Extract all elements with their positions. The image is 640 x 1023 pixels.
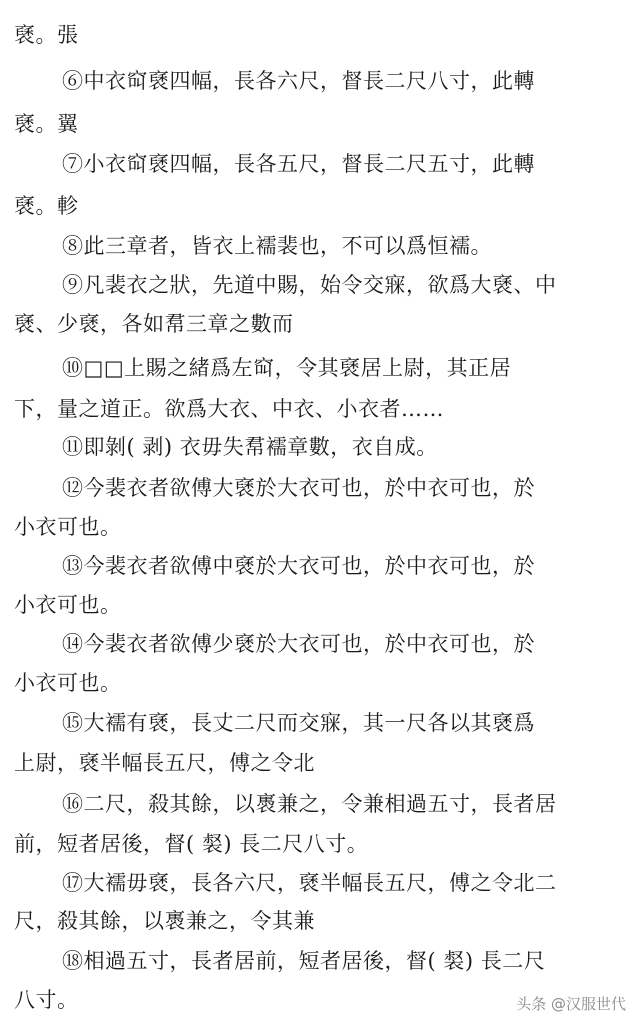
text-line: ⑨凡裴衣之狀，先道中賜，始令交㝥，欲爲大褎、中 — [62, 273, 557, 297]
text-line: ⑭今裴衣者欲傅少褎於大衣可也，於中衣可也，於 — [62, 632, 535, 656]
text-line: ⑩□□上賜之緒爲左䆗，令其褎居上尉，其正居 — [62, 356, 512, 380]
text-line: 褎。翼 — [14, 112, 79, 136]
text-line: ⑰大襦毋褎，長各六尺，褎半幅長五尺，傅之令北二 — [62, 871, 557, 895]
text-line: ⑯二尺，殺其餘，以褭兼之，令兼相過五寸，長者居 — [62, 792, 557, 816]
text-line: ⑮大襦有褎，長丈二尺而交㝥，其一尺各以其褎爲 — [62, 711, 535, 735]
text-line: 上尉，褎半幅長五尺，傅之令北 — [14, 751, 315, 775]
text-line: 前，短者居後，督( 裻) 長二尺八寸。 — [14, 832, 369, 856]
text-line: ⑫今裴衣者欲傅大褎於大衣可也，於中衣可也，於 — [62, 476, 535, 500]
text-line: ⑥中衣䆗褎四幅，長各六尺，督長二尺八寸，此轉 — [62, 69, 535, 93]
text-line: ⑪即剝( 剥) 衣毋失帬襦章數，衣自成。 — [62, 435, 438, 459]
text-line: 八寸。 — [14, 988, 79, 1012]
text-line: 下，量之道正。欲爲大衣、中衣、小衣者…… — [14, 397, 444, 421]
text-line: ⑦小衣䆗褎四幅，長各五尺，督長二尺五寸，此轉 — [62, 152, 535, 176]
text-line: ⑧此三章者，皆衣上襦裴也，不可以爲恒襦。 — [62, 234, 492, 258]
text-line: ⑬今裴衣者欲傅中褎於大衣可也，於中衣可也，於 — [62, 554, 535, 578]
text-line: 小衣可也。 — [14, 671, 122, 695]
text-line: 褎。張 — [14, 23, 79, 47]
text-line: 尺，殺其餘，以褭兼之，令其兼 — [14, 909, 315, 933]
text-line: 小衣可也。 — [14, 515, 122, 539]
text-line: 褎、少褎，各如帬三章之數而 — [14, 312, 294, 336]
text-line: 小衣可也。 — [14, 593, 122, 617]
text-line: ⑱相過五寸，長者居前，短者居後，督( 裻) 長二尺 — [62, 949, 546, 973]
text-line: 褎。軫 — [14, 194, 79, 218]
source-watermark: 头条 @汉服世代 — [516, 995, 626, 1013]
